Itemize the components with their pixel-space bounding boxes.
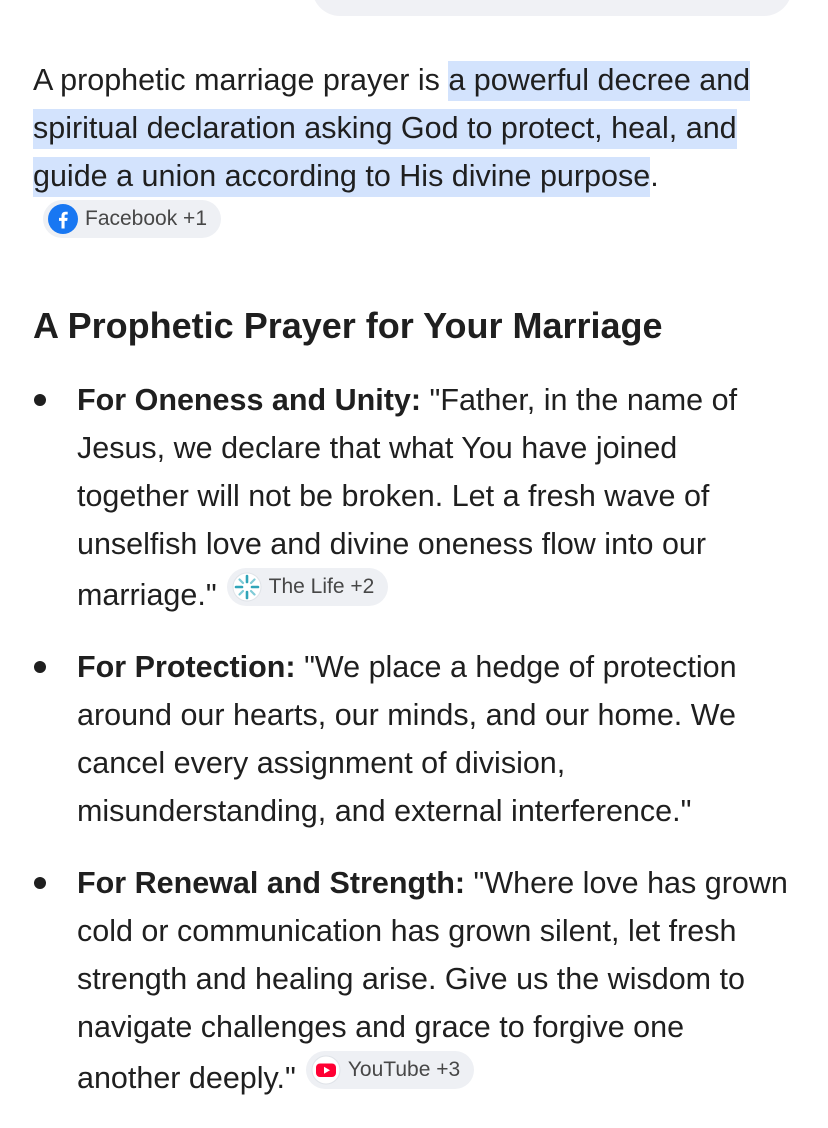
intro-end: . bbox=[650, 159, 659, 193]
bullet bbox=[34, 661, 46, 673]
intro-lead: A prophetic marriage prayer is bbox=[33, 63, 449, 97]
list-item bbox=[0, 859, 828, 1102]
item-text: "Where love has grown cold or communication has grown silent, let fresh strength and healing arise. Give us the wisdom to navigate challenges and grace to forgive one another deeply." bbox=[77, 866, 788, 1095]
item-text: "Father, in the name of Jesus, we declare that what You have joined together will not be broken. Let a fresh wave of unselfish love and divine oneness flow into our marriage." bbox=[77, 383, 738, 612]
bullet bbox=[34, 394, 46, 406]
item-title: For Protection: bbox=[77, 650, 296, 684]
section-heading: A Prophetic Prayer for Your Marriage bbox=[33, 305, 663, 346]
source-chip-youtube[interactable] bbox=[306, 1051, 474, 1089]
item-text: "We place a hedge of protection around our hearts, our minds, and our home. We cancel every assignment of division, misunderstanding, and external interference." bbox=[77, 650, 737, 828]
source-chip-facebook[interactable] bbox=[43, 200, 221, 238]
highlighted-answer: a powerful decree and spiritual declaration asking God to protect, heal, and guide a union according to His divine purpose bbox=[33, 61, 750, 197]
previous-message-bubble bbox=[312, 0, 792, 16]
facebook-icon bbox=[48, 204, 78, 234]
list-item bbox=[0, 643, 828, 835]
source-chip-label: The Life +2 bbox=[268, 575, 375, 598]
prayer-list bbox=[0, 376, 828, 1126]
item-title: For Renewal and Strength: bbox=[77, 866, 466, 900]
bullet bbox=[34, 877, 46, 889]
youtube-icon bbox=[311, 1055, 341, 1085]
item-title: For Oneness and Unity: bbox=[77, 383, 422, 417]
intro-paragraph bbox=[33, 56, 793, 251]
source-chip-the-life[interactable] bbox=[227, 568, 389, 606]
source-chip-label: YouTube +3 bbox=[347, 1058, 461, 1081]
source-chip-label: Facebook +1 bbox=[85, 207, 208, 230]
the-life-logo-icon bbox=[232, 572, 262, 602]
list-item bbox=[0, 376, 828, 619]
